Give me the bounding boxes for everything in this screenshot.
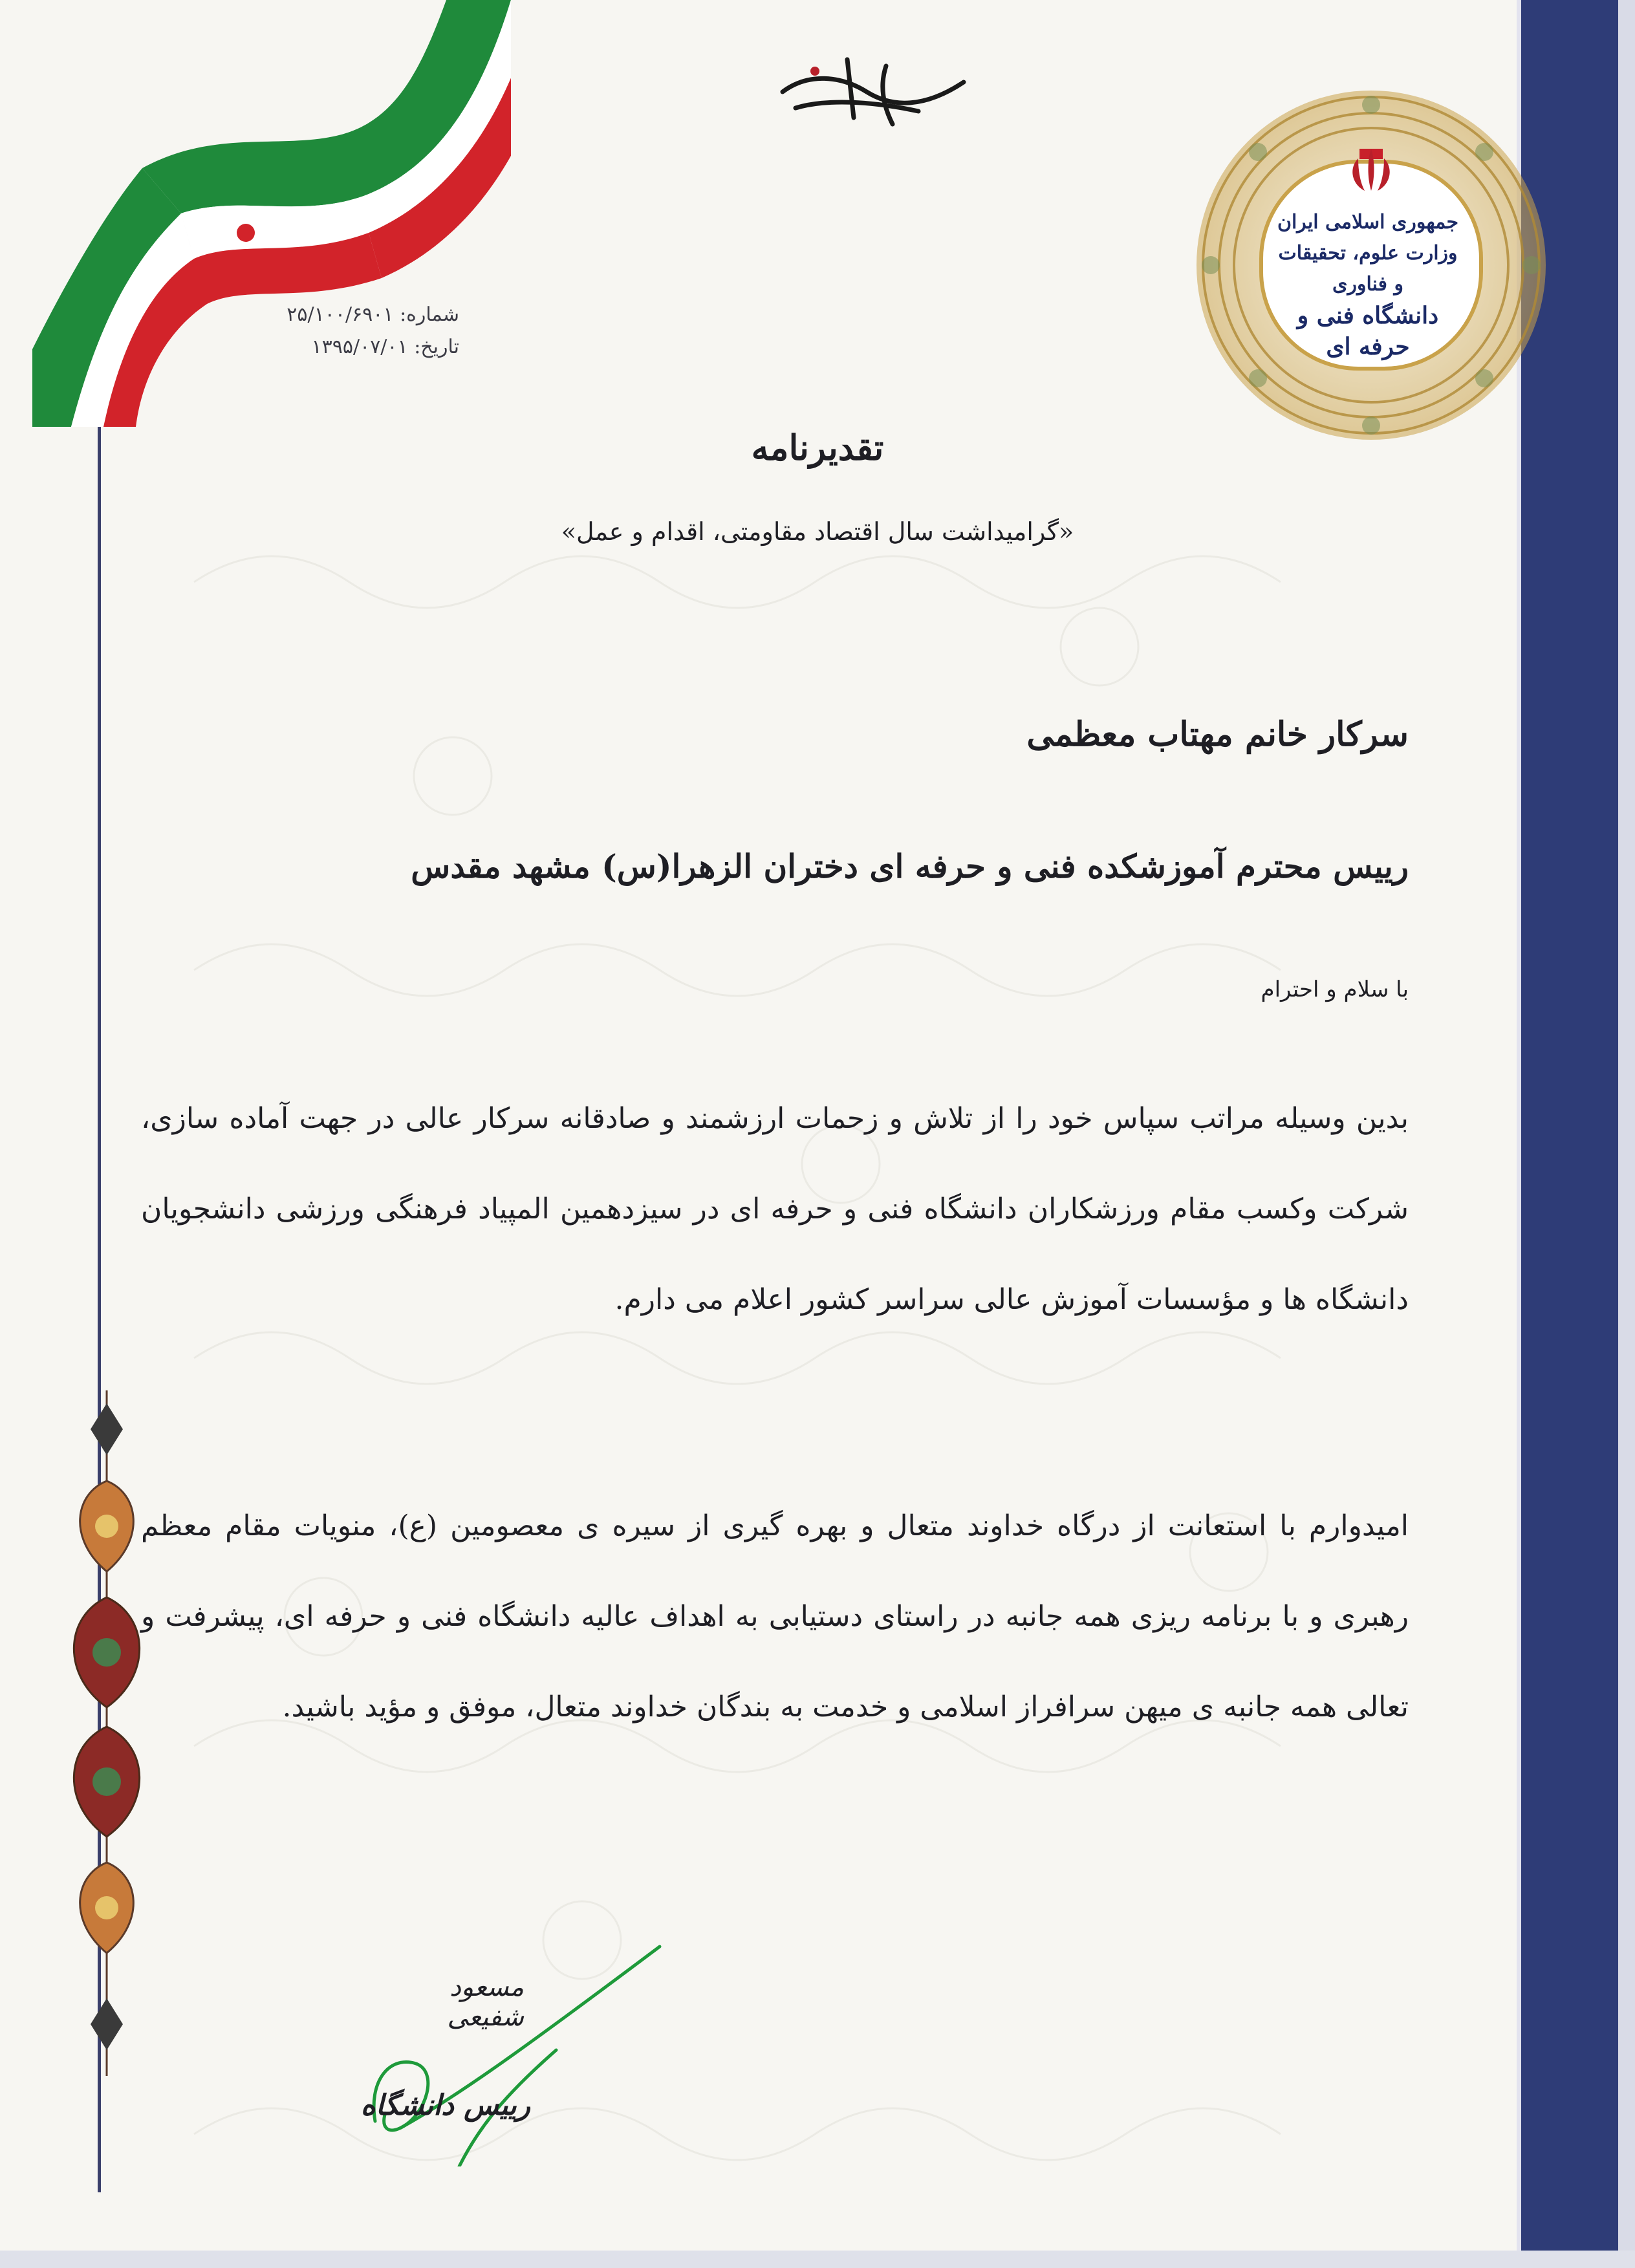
handwritten-signature bbox=[362, 1934, 666, 2166]
letter-reference bbox=[252, 299, 459, 363]
date-value: ۱۳۹۵/۰۷/۰۱ bbox=[311, 336, 408, 358]
vertical-ornament bbox=[58, 1390, 155, 2076]
iran-emblem-icon bbox=[1348, 146, 1394, 194]
number-label: شماره: bbox=[400, 303, 459, 326]
signatory-name: مسعود شفیعی bbox=[447, 1972, 524, 2032]
bismillah-calligraphy bbox=[770, 47, 977, 131]
number-value: ۲۵/۱۰۰/۶۹۰۱ bbox=[287, 303, 394, 326]
reference-number-row bbox=[252, 299, 459, 331]
emblem-line-university: دانشگاه فنی و حرفه ای bbox=[1297, 302, 1439, 360]
year-motto: «گرامیداشت سال اقتصاد مقاومتی، اقدام و عمل» bbox=[561, 517, 1074, 546]
date-label: تاریخ: bbox=[414, 336, 459, 358]
right-margin-strip bbox=[1618, 0, 1635, 2268]
emblem-line-ministry: وزارت علوم، تحقیقات و فناوری bbox=[1278, 242, 1458, 296]
recipient-name: سرکار خانم مهتاب معظمی bbox=[1026, 715, 1409, 754]
reference-date-row bbox=[252, 331, 459, 363]
emblem-caption bbox=[1274, 207, 1462, 362]
bottom-margin-strip bbox=[0, 2251, 1635, 2268]
greeting: با سلام و احترام bbox=[1261, 977, 1409, 1002]
certificate-title: تقدیرنامه bbox=[751, 427, 884, 468]
appreciation-paragraph: بدین وسیله مراتب سپاس خود را از تلاش و زحمات ارزشمند و صادقانه سرکار عالی در جهت آماده سازی، شرکت وکسب مقام ورزشکاران دانشگاه فنی و حرفه ای در سیزدهمین المپیاد فرهنگی ورزشی دانشجویان دانشگاه ها و مؤسسات آموزش عالی سراسر کشور اعلام می دارم. bbox=[141, 1102, 1409, 1316]
wishes-paragraph: امیدوارم با استعانت از درگاه خداوند متعال و بهره گیری از سیره ی معصومین (ع)، منویات مقام معظم رهبری و با برنامه ریزی همه جانبه در راستای دستیابی به اهداف عالیه دانشگاه فنی و حرفه ای، پیشرفت و تعالی همه جانبه ی میهن سرافراز اسلامی و خدمت به بندگان خداوند متعال، موفق و مؤید باشید. bbox=[141, 1509, 1409, 1723]
emblem-line-country: جمهوری اسلامی ایران bbox=[1277, 211, 1459, 233]
recipient-position: رییس محترم آموزشکده فنی و حرفه ای دختران الزهرا(س) مشهد مقدس bbox=[411, 847, 1409, 885]
signatory-title: رییس دانشگاه bbox=[360, 2089, 530, 2122]
